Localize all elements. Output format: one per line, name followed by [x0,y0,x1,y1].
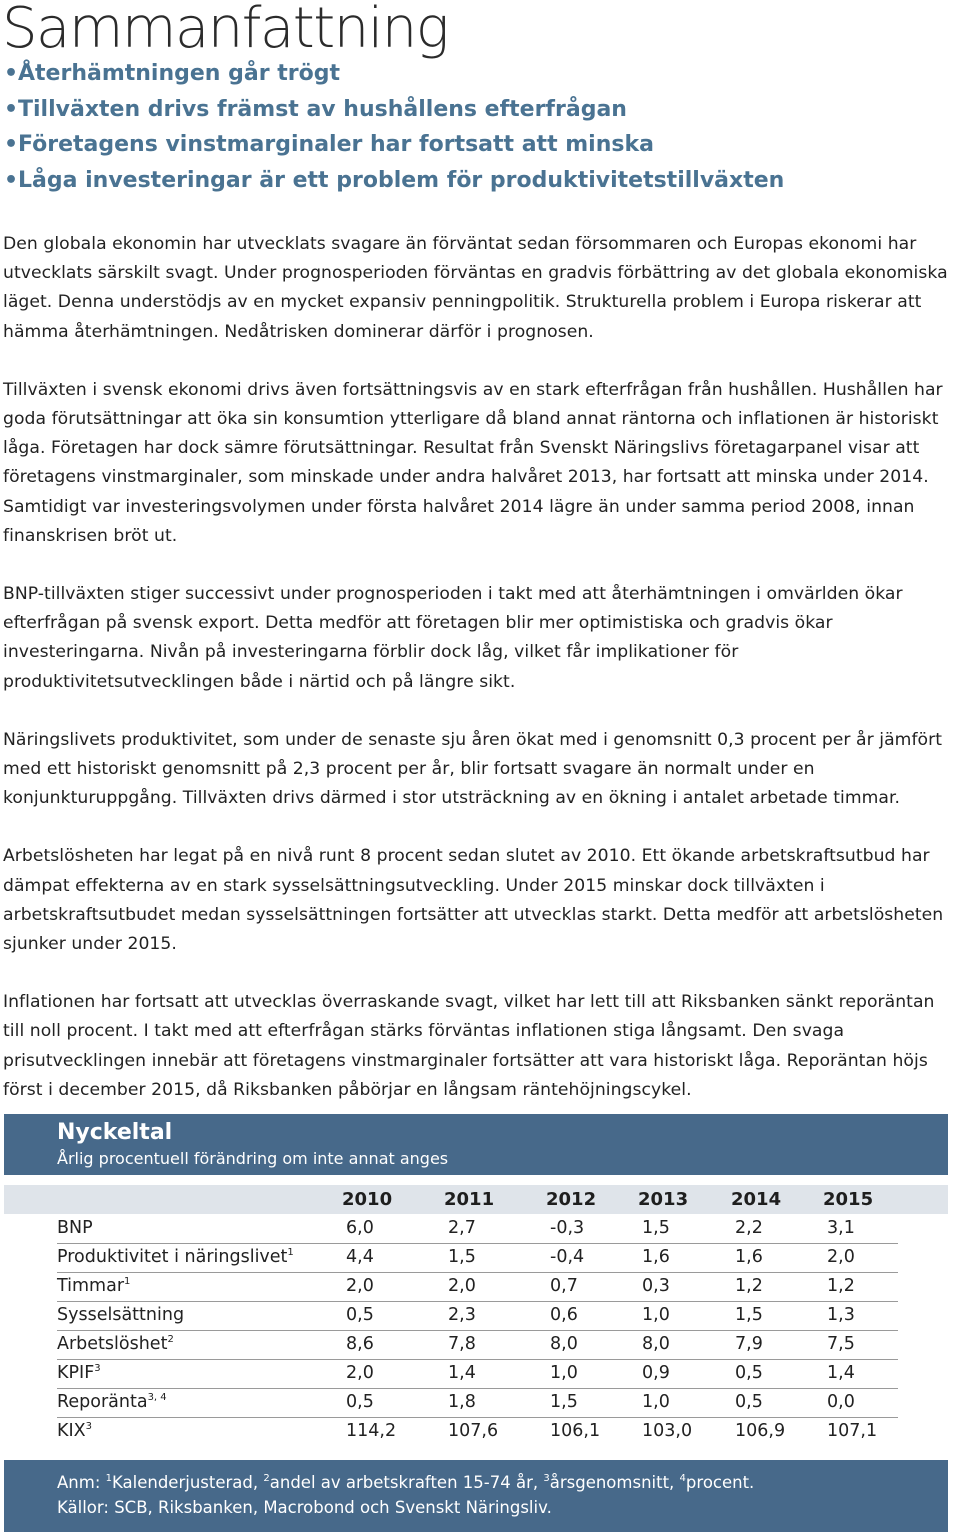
row-label: Arbetslöshet$^2$ [57,1334,174,1354]
table-cell: 1,6 [735,1247,763,1267]
table-cell: 1,4 [827,1363,855,1383]
bullet-item: •Tillväxten drivs främst av hushållens efterfrågan [4,92,784,128]
table-cell: -0,4 [550,1247,585,1267]
table-cell: 1,8 [448,1392,476,1412]
bullet-dot-icon: • [4,132,19,157]
table-cell: 2,2 [735,1218,763,1238]
key-figures-box [4,1114,948,1532]
table-cell: 107,6 [448,1421,499,1441]
row-label: Reporänta$^{3, 4}$ [57,1392,167,1412]
table-row [57,1417,898,1446]
bullet-dot-icon: • [4,96,19,122]
table-cell: 1,6 [642,1247,670,1267]
table-row [57,1272,898,1302]
year-header-2010: 2010 [342,1189,393,1210]
bullet-dot-icon: • [4,167,19,193]
table-row [57,1359,898,1389]
year-header-row [4,1185,948,1214]
table-cell: 1,2 [735,1276,763,1296]
table-cell: 107,1 [827,1421,878,1441]
table-cell: 2,0 [346,1363,374,1383]
paragraph: Den globala ekonomin har utvecklats svagare än förväntat sedan försommaren och Europas ekonomi har utvecklats särskilt svagt. Under prognosperioden förväntas en gradvis förbättring av det globala ekonomiska läget. Denna understödjs av en mycket expansiv penningpolitik. Strukturella problem i Europa riskerar att hämma återhämtningen. Nedåtrisken dominerar därför i prognosen. [3,234,948,342]
table-cell: 0,3 [642,1276,670,1296]
table-row [57,1388,898,1418]
bullet-item: •Låga investeringar är ett problem för produktivitetstillväxten [4,163,784,199]
table-cell: 0,6 [550,1305,578,1325]
table-cell: 1,5 [735,1305,763,1325]
page-title: Sammanfattning [2,0,448,61]
table-cell: 0,7 [550,1276,578,1296]
table-cell: 0,5 [346,1392,374,1412]
table-cell: 2,0 [827,1247,855,1267]
table-row [57,1330,898,1360]
paragraph: BNP-tillväxten stiger successivt under prognosperioden i takt med att återhämtningen i omvärlden ökar efterfrågan på svensk export. Detta medför att företagen blir mer optimistiska och gradvis ökar investeringarna. Nivån på investeringarna förblir dock låg, vilket får implikationer för produktivitetsutvecklingen både i närtid och på längre sikt. [3,584,903,692]
year-header-2013: 2013 [638,1189,689,1210]
table-cell: 0,5 [735,1363,763,1383]
year-header-2011: 2011 [444,1189,495,1210]
table-cell: 2,0 [448,1276,476,1296]
year-header-2015: 2015 [823,1189,874,1210]
key-figures-table [4,1214,948,1441]
table-cell: 0,9 [642,1363,670,1383]
table-cell: 106,9 [735,1421,786,1441]
table-cell: 2,3 [448,1305,476,1325]
table-cell: 8,0 [550,1334,578,1354]
key-figures-title: Nyckeltal [57,1120,173,1145]
table-cell: 0,5 [346,1305,374,1325]
paragraph: Arbetslösheten har legat på en nivå runt 8 procent sedan slutet av 2010. Ett ökande arbetskraftsutbud har dämpat effekterna av en stark sysselsättningsutveckling. Under 2015 minskar dock tillväxten i arbetskraftsutbudet medan sysselsättningen fortsätter att utvecklas starkt. Detta medför att arbetslösheten sjunker under 2015. [3,846,944,955]
row-label: KIX$^3$ [57,1421,93,1441]
paragraph: Inflationen har fortsatt att utvecklas överraskande svagt, vilket har lett till att Riksbanken sänkt reporäntan till noll procent. I takt med att efterfrågan stärks förväntas inflationen stiga långsamt. Den svaga prisutvecklingen innebär att företagens vinstmarginaler fortsätter att vara historiskt låga. Reporäntan höjs först i december 2015, då Riksbanken påbörjar en långsam räntehöjningscykel. [3,992,935,1100]
row-label: Timmar$^1$ [57,1276,131,1296]
bullet-item: •Återhämtningen går trögt [4,56,784,92]
table-cell: 7,8 [448,1334,476,1354]
year-header-2014: 2014 [731,1189,782,1210]
table-cell: 1,5 [550,1392,578,1412]
table-cell: 106,1 [550,1421,601,1441]
paragraph: Näringslivets produktivitet, som under de senaste sju åren ökat med i genomsnitt 0,3 procent per år jämfört med ett historiskt genomsnitt på 2,3 procent per år, blir fortsatt svagare än normalt under en konjunkturuppgång. Tillväxten drivs därmed i stor utsträckning av en ökning i antalet arbetade timmar. [3,729,943,809]
table-cell: 7,5 [827,1334,855,1354]
table-cell: 1,4 [448,1363,476,1383]
table-cell: 1,5 [642,1218,670,1238]
bullet-item: •Företagens vinstmarginaler har fortsatt att minska [4,127,784,163]
key-figures-header [4,1114,948,1175]
table-cell: 2,0 [346,1276,374,1296]
paragraph: Tillväxten i svensk ekonomi drivs även fortsättningsvis av en stark efterfrågan från hushållen. Hushållen har goda förutsättningar att öka sin konsumtion ytterligare då bland annat räntorna och inflationen är historiskt låga. Företagen har dock sämre förutsättningar. Resultat från Svenskt Näringslivs företagarpanel visar att företagens vinstmarginaler, som minskade under andra halvåret 2013, har fortsatt att minska under 2014. Samtidigt var investeringsvolymen under första halvåret 2014 lägre än under samma period 2008, innan finanskrisen bröt ut. [3,379,943,546]
bullet-dot-icon: • [4,61,19,86]
table-cell: 6,0 [346,1218,374,1238]
sources: Källor: SCB, Riksbanken, Macrobond och Svenskt Näringsliv. [57,1498,552,1517]
key-figures-footer [4,1460,948,1532]
table-row [57,1243,898,1273]
table-cell: 103,0 [642,1421,693,1441]
table-cell: 1,5 [448,1247,476,1267]
summary-bullets [4,56,784,198]
table-cell: 0,5 [735,1392,763,1412]
table-cell: 3,1 [827,1218,855,1238]
table-cell: 1,0 [550,1363,578,1383]
table-cell: -0,3 [550,1218,585,1238]
body-text [3,230,960,1134]
row-label: KPIF$^3$ [57,1363,101,1383]
table-cell: 8,0 [642,1334,670,1354]
key-figures-subtitle: Årlig procentuell förändring om inte annat anges [57,1149,449,1168]
footnote: Anm: $^1$Kalenderjusterad, $^2$andel av arbetskraften 15-74 år, $^3$årsgenomsnitt, $^4$procent. [57,1473,755,1492]
table-cell: 4,4 [346,1247,374,1267]
row-label: Sysselsättning [57,1305,185,1325]
table-cell: 1,0 [642,1392,670,1412]
row-label: BNP [57,1218,93,1238]
table-cell: 1,2 [827,1276,855,1296]
table-cell: 2,7 [448,1218,476,1238]
table-row [57,1214,898,1244]
table-cell: 114,2 [346,1421,397,1441]
table-cell: 1,0 [642,1305,670,1325]
table-cell: 1,3 [827,1305,855,1325]
year-header-2012: 2012 [546,1189,597,1210]
row-label: Produktivitet i näringslivet$^1$ [57,1247,294,1267]
table-cell: 7,9 [735,1334,763,1354]
table-row [57,1301,898,1331]
table-cell: 8,6 [346,1334,374,1354]
table-cell: 0,0 [827,1392,855,1412]
